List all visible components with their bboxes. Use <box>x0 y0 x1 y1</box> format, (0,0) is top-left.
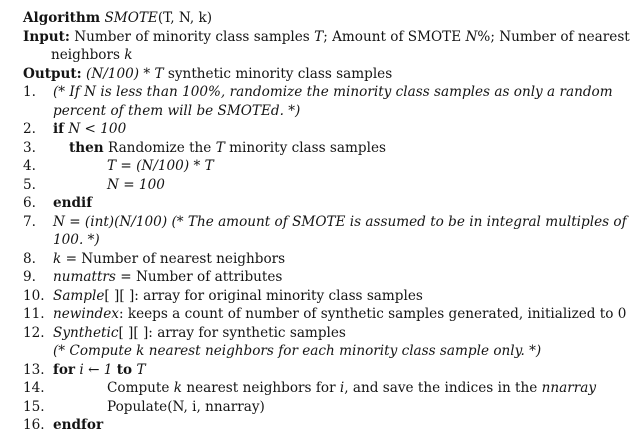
step-number: 5. <box>23 176 36 193</box>
step-7 <box>23 213 633 250</box>
input-var-k: k <box>124 47 133 63</box>
step-3-text: Randomize the <box>108 139 212 156</box>
keyword-to: to <box>116 361 133 378</box>
input-text-2: ; Amount of SMOTE <box>323 28 462 45</box>
input-var-n: N <box>465 28 478 45</box>
step-1 <box>23 83 633 120</box>
input-label: Input: <box>23 28 70 45</box>
algorithm-title <box>23 9 633 28</box>
step-number: 12. <box>23 324 45 341</box>
keyword-endif: endif <box>53 195 93 211</box>
step-12 <box>23 324 633 361</box>
step-9-text: = Number of attributes <box>120 269 283 285</box>
step-13 <box>23 361 633 380</box>
step-15 <box>23 398 633 417</box>
step-13-var: T <box>136 361 146 378</box>
input-text-1: Number of minority class samples <box>74 28 310 45</box>
step-11-text: : keeps a count of number of synthetic samples generated, initialized to 0 <box>118 306 627 322</box>
output-text: synthetic minority class samples <box>167 65 393 82</box>
step-4-expr: T = (N/100) * T <box>107 158 214 174</box>
step-number: 2. <box>23 121 36 137</box>
step-14-var-nnarray: nnarray <box>541 380 597 396</box>
step-8-text: = Number of nearest neighbors <box>65 250 286 267</box>
step-number: 1. <box>23 84 36 100</box>
step-1-comment-line-2: percent of them will be SMOTEd. *) <box>53 102 301 119</box>
keyword-endfor: endfor <box>53 417 104 433</box>
step-9 <box>23 268 633 287</box>
input-var-t: T <box>314 28 324 45</box>
step-10-text: [ ][ ]: array for original minority class samples <box>104 287 423 304</box>
step-11 <box>23 305 633 324</box>
algorithm-block <box>23 9 633 435</box>
step-7-expr: N = (int)(N/100) <box>53 213 168 230</box>
step-number: 6. <box>23 195 36 211</box>
step-number: 14. <box>23 380 45 396</box>
step-10-var: Sample <box>53 287 105 304</box>
step-number: 3. <box>23 139 36 156</box>
step-7-comment-line-1: (* The amount of SMOTE is assumed to be in integral multiples of <box>171 213 627 230</box>
input-text-3: %; Number of nearest <box>477 28 630 45</box>
step-8-var: k <box>53 250 62 267</box>
input-line-2 <box>23 46 633 65</box>
algorithm-args: (T, N, k) <box>157 10 213 26</box>
step-number: 10. <box>23 287 45 304</box>
step-2-condition: N < 100 <box>68 121 127 137</box>
step-9-var: numattrs <box>53 269 116 285</box>
step-14-text-3: , and save the indices in the <box>344 380 538 396</box>
step-12-text: [ ][ ]: array for synthetic samples <box>118 324 346 341</box>
step-3-var: T <box>215 139 225 156</box>
step-number: 7. <box>23 213 36 230</box>
step-11-var: newindex <box>53 306 119 322</box>
keyword-if: if <box>53 121 65 137</box>
step-14-var-i: i <box>339 380 345 396</box>
input-line <box>23 28 633 47</box>
step-3-text-2: minority class samples <box>229 139 386 156</box>
step-number: 13. <box>23 361 45 378</box>
keyword-then: then <box>69 139 104 156</box>
step-14-var-k: k <box>173 380 183 396</box>
step-number: 15. <box>23 398 45 415</box>
step-13-init: i ← 1 <box>79 361 113 378</box>
input-text-4: neighbors <box>51 47 120 63</box>
step-14 <box>23 379 633 398</box>
step-14-text-2: nearest neighbors for <box>186 380 336 396</box>
step-10 <box>23 287 633 306</box>
output-line <box>23 65 633 84</box>
step-number: 16. <box>23 417 45 433</box>
step-number: 9. <box>23 269 36 285</box>
step-8 <box>23 250 633 269</box>
step-number: 4. <box>23 158 36 174</box>
step-14-text: Compute <box>107 380 170 396</box>
output-expr: (N/100) * T <box>86 65 164 82</box>
step-12-var: Synthetic <box>53 324 119 341</box>
algorithm-name: SMOTE <box>104 10 158 26</box>
step-5 <box>23 176 633 195</box>
step-4 <box>23 157 633 176</box>
step-3 <box>23 139 633 158</box>
step-6 <box>23 194 633 213</box>
step-1-comment-line-1: (* If N is less than 100%, randomize the minority class samples as only a random <box>53 84 613 100</box>
step-16 <box>23 416 633 435</box>
step-5-expr: N = 100 <box>107 176 165 193</box>
output-label: Output: <box>23 65 82 82</box>
step-12-comment: (* Compute k nearest neighbors for each minority class sample only. *) <box>53 343 542 359</box>
step-number: 8. <box>23 250 36 267</box>
step-number: 11. <box>23 306 45 322</box>
step-7-comment-line-2: 100. *) <box>53 232 100 248</box>
step-2 <box>23 120 633 139</box>
algorithm-keyword: Algorithm <box>23 10 101 26</box>
keyword-for: for <box>53 361 76 378</box>
step-15-text: Populate(N, i, nnarray) <box>107 398 265 415</box>
